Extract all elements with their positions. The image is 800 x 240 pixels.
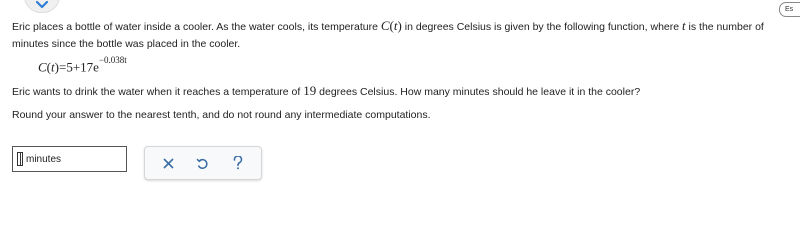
rounding-instruction: Round your answer to the nearest tenth, and do not round any intermediate computations. — [12, 109, 431, 121]
function-name: C — [380, 18, 390, 33]
input-cursor — [17, 152, 23, 166]
question-paragraph-1 — [12, 17, 772, 53]
target-temperature: 19 — [303, 83, 317, 98]
question-text: is the number of minutes since the bottle was placed in the cooler. — [12, 21, 764, 50]
language-toggle-button[interactable] — [779, 2, 800, 17]
answer-unit-label: minutes — [26, 153, 62, 165]
question-text: Eric places a bottle of water inside a cooler. As the water cools, its temperature — [12, 21, 381, 33]
close-icon — [163, 158, 174, 169]
question-text: degrees Celsius. How many minutes should he leave it in the cooler? — [316, 86, 641, 98]
question-paragraph-2 — [12, 82, 772, 101]
question-mark-icon — [232, 156, 244, 170]
formula-exponent: −0.038t — [98, 55, 127, 65]
help-button[interactable] — [227, 152, 249, 174]
formula-function-name: C — [38, 59, 47, 75]
question-text: in degrees Celsius is given by the following function, where — [401, 21, 682, 33]
function-variable: t — [393, 18, 398, 33]
function-notation: C(t) — [380, 18, 402, 33]
undo-icon — [196, 157, 209, 170]
clear-button[interactable] — [157, 152, 179, 174]
formula-rhs: =5+17e — [58, 59, 99, 75]
language-toggle-label: Es — [785, 6, 794, 13]
answer-input[interactable] — [12, 146, 127, 172]
formula-variable: t — [51, 59, 55, 75]
variable-t: t — [682, 18, 686, 33]
temperature-formula: $C(t)=5+17e^{-0.038t}$ — [38, 55, 127, 75]
question-text: Eric wants to drink the water when it reaches a temperature of — [12, 86, 304, 98]
chevron-down-icon — [36, 1, 48, 9]
undo-button[interactable] — [192, 152, 214, 174]
collapse-toggle[interactable] — [24, 0, 60, 13]
action-panel — [144, 146, 262, 180]
